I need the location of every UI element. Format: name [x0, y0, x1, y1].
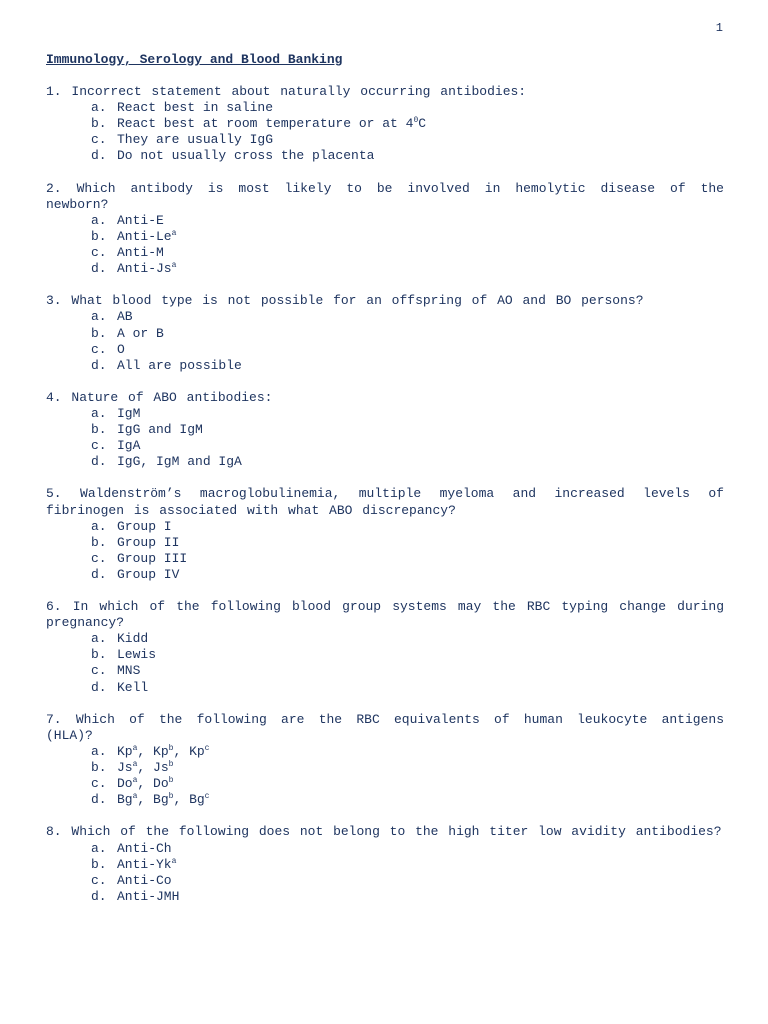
- antigen-superscript: a: [132, 792, 138, 802]
- option-text: Do not usually cross the placenta: [117, 148, 375, 164]
- question-stem: Waldenström’s macroglobulinemia, multiple myeloma and increased levels of fibrinogen is associated with what ABO discrepancy?: [46, 486, 724, 518]
- antigen-superscript: c: [204, 792, 210, 802]
- option-text: IgG, IgM and IgA: [117, 454, 242, 470]
- option-c: [46, 132, 724, 148]
- page-number: 1: [715, 21, 723, 35]
- option-letter: d.: [91, 357, 107, 373]
- option-text: IgG and IgM: [117, 422, 203, 438]
- option-letter: a.: [91, 405, 107, 421]
- option-d: [46, 148, 724, 164]
- option-b: [46, 857, 724, 873]
- option-letter: b.: [91, 228, 107, 244]
- option-text: A or B: [117, 325, 164, 341]
- option-letter: a.: [91, 631, 107, 647]
- option-b: b. Js$^a$, Js$^b$: [91, 760, 174, 776]
- antigen-name: Do: [117, 776, 133, 792]
- option-text: Anti-Yk: [117, 856, 172, 872]
- antigen-superscript: b: [168, 792, 174, 802]
- option-text: Group IV: [117, 566, 180, 582]
- option-c: [46, 551, 724, 567]
- antigen-name: Bg: [153, 792, 169, 808]
- option-a: [46, 406, 724, 422]
- option-letter: c.: [91, 341, 107, 357]
- option-d: [46, 680, 724, 696]
- question-text: [46, 390, 724, 406]
- question-text: [46, 293, 724, 309]
- question-list: [46, 84, 724, 905]
- option-letter: b.: [91, 856, 107, 872]
- option-letter: c.: [91, 872, 107, 888]
- option-d: [46, 454, 724, 470]
- option-b: [46, 535, 724, 551]
- question-text: [46, 486, 724, 518]
- antigen-name: Kp: [117, 743, 133, 759]
- antigen-name: Bg: [117, 792, 133, 808]
- option-c: [46, 663, 724, 679]
- question-number: 3.: [46, 293, 62, 309]
- option-d: d. Bg$^a$, Bg$^b$, Bg$^c$: [91, 792, 210, 808]
- option-letter: a.: [91, 743, 107, 759]
- option-a: [46, 519, 724, 535]
- option-letter: c.: [91, 663, 107, 679]
- question-2: [46, 181, 724, 278]
- option-letter: d.: [91, 261, 107, 277]
- option-letter: d.: [91, 148, 107, 164]
- option-text: O: [117, 341, 125, 357]
- option-text: Anti-Js: [117, 261, 172, 277]
- question-text: [46, 599, 724, 631]
- answer-options: [46, 406, 724, 470]
- antigen-name: Js: [117, 760, 133, 776]
- question-text: [46, 824, 724, 840]
- antigen-name: Do: [153, 776, 169, 792]
- question-number: 2.: [46, 180, 62, 196]
- option-text: IgM: [117, 405, 141, 421]
- question-text: [46, 712, 724, 744]
- question-stem: In which of the following blood group systems may the RBC typing change during pregnancy?: [46, 599, 724, 631]
- option-c: [46, 245, 724, 261]
- question-stem: What blood type is not possible for an offspring of AO and BO persons?: [71, 293, 644, 309]
- option-text: Anti-Ch: [117, 840, 172, 856]
- question-number: 8.: [46, 824, 62, 840]
- option-superscript: a: [171, 261, 177, 271]
- option-d: [46, 889, 724, 905]
- question-number: 5.: [46, 486, 62, 502]
- option-text: Group III: [117, 550, 188, 566]
- antigen-superscript: b: [168, 776, 174, 786]
- question-stem: Nature of ABO antibodies:: [71, 389, 273, 405]
- option-letter: c.: [91, 438, 107, 454]
- option-a: [46, 841, 724, 857]
- option-text: Anti-E: [117, 212, 164, 228]
- option-b: [46, 647, 724, 663]
- option-text: React best at room temperature or at 4: [117, 116, 414, 132]
- question-7: [46, 712, 724, 809]
- document-title: Immunology, Serology and Blood Banking: [46, 52, 343, 67]
- antigen-superscript: b: [168, 760, 174, 770]
- option-letter: a.: [91, 212, 107, 228]
- option-text: Anti-JMH: [117, 888, 180, 904]
- option-letter: b.: [91, 534, 107, 550]
- option-text: IgA: [117, 438, 141, 454]
- option-superscript: a: [171, 228, 177, 238]
- option-text: All are possible: [117, 357, 242, 373]
- option-a: [46, 213, 724, 229]
- option-text-suffix: C: [418, 116, 427, 132]
- answer-options: [46, 744, 724, 808]
- option-a: [46, 309, 724, 325]
- antigen-superscript: a: [132, 760, 138, 770]
- question-text: [46, 181, 724, 213]
- answer-options: [46, 519, 724, 583]
- question-6: [46, 599, 724, 696]
- question-3: [46, 293, 724, 373]
- option-letter: c.: [91, 245, 107, 261]
- antigen-name: Bg: [189, 792, 205, 808]
- answer-options: [46, 631, 724, 695]
- option-b: [46, 422, 724, 438]
- answer-options: [46, 841, 724, 905]
- option-letter: d.: [91, 792, 107, 808]
- antigen-superscript: a: [132, 776, 138, 786]
- option-letter: d.: [91, 454, 107, 470]
- question-number: 7.: [46, 711, 62, 727]
- option-text: Lewis: [117, 647, 157, 663]
- question-stem: Incorrect statement about naturally occurring antibodies:: [71, 84, 527, 100]
- option-b: [46, 229, 724, 245]
- option-superscript: 0: [413, 116, 419, 126]
- option-letter: b.: [91, 116, 107, 132]
- option-text: Anti-Le: [117, 228, 172, 244]
- option-text: Kidd: [117, 631, 149, 647]
- question-number: 6.: [46, 599, 62, 615]
- option-letter: a.: [91, 100, 107, 116]
- option-d: [46, 567, 724, 583]
- option-text: Anti-M: [117, 245, 164, 261]
- antigen-superscript: a: [132, 743, 138, 753]
- option-d: [46, 358, 724, 374]
- option-letter: b.: [91, 422, 107, 438]
- option-letter: b.: [91, 760, 107, 776]
- option-d: [46, 261, 724, 277]
- question-stem: Which of the following does not belong to the high titer low avidity antibodies?: [71, 824, 722, 840]
- option-text: Anti-Co: [117, 872, 172, 888]
- antigen-superscript: c: [204, 743, 210, 753]
- document-body: [46, 52, 724, 921]
- option-c: [46, 438, 724, 454]
- option-text: Kell: [117, 679, 149, 695]
- question-number: 1.: [46, 84, 62, 100]
- option-letter: c.: [91, 132, 107, 148]
- option-text: Group I: [117, 518, 172, 534]
- answer-options: [46, 100, 724, 164]
- option-text: AB: [117, 309, 133, 325]
- option-letter: d.: [91, 566, 107, 582]
- option-b: [46, 116, 724, 132]
- option-a: a. Kp$^a$, Kp$^b$, Kp$^c$: [91, 743, 210, 759]
- option-a: [46, 631, 724, 647]
- option-c: [46, 342, 724, 358]
- option-text: Group II: [117, 534, 180, 550]
- question-1: [46, 84, 724, 164]
- option-c: [46, 873, 724, 889]
- antigen-name: Kp: [153, 743, 169, 759]
- antigen-superscript: b: [168, 743, 174, 753]
- option-text: MNS: [117, 663, 141, 679]
- question-5: [46, 486, 724, 583]
- question-text: [46, 84, 724, 100]
- option-letter: a.: [91, 309, 107, 325]
- question-8: [46, 824, 724, 904]
- option-letter: b.: [91, 325, 107, 341]
- option-a: [46, 100, 724, 116]
- question-4: [46, 390, 724, 470]
- option-letter: a.: [91, 840, 107, 856]
- option-letter: c.: [91, 776, 107, 792]
- question-number: 4.: [46, 389, 62, 405]
- option-superscript: a: [171, 856, 177, 866]
- answer-options: [46, 309, 724, 373]
- question-stem: Which antibody is most likely to be involved in hemolytic disease of the newborn?: [46, 180, 724, 212]
- option-letter: b.: [91, 647, 107, 663]
- option-letter: c.: [91, 550, 107, 566]
- antigen-name: Js: [153, 760, 169, 776]
- answer-options: [46, 213, 724, 277]
- option-b: [46, 326, 724, 342]
- option-letter: d.: [91, 888, 107, 904]
- option-letter: d.: [91, 679, 107, 695]
- question-stem: Which of the following are the RBC equivalents of human leukocyte antigens (HLA)?: [46, 711, 724, 743]
- option-letter: a.: [91, 518, 107, 534]
- option-c: c. Do$^a$, Do$^b$: [91, 776, 174, 792]
- option-text: React best in saline: [117, 100, 274, 116]
- option-text: They are usually IgG: [117, 132, 274, 148]
- antigen-name: Kp: [189, 743, 205, 759]
